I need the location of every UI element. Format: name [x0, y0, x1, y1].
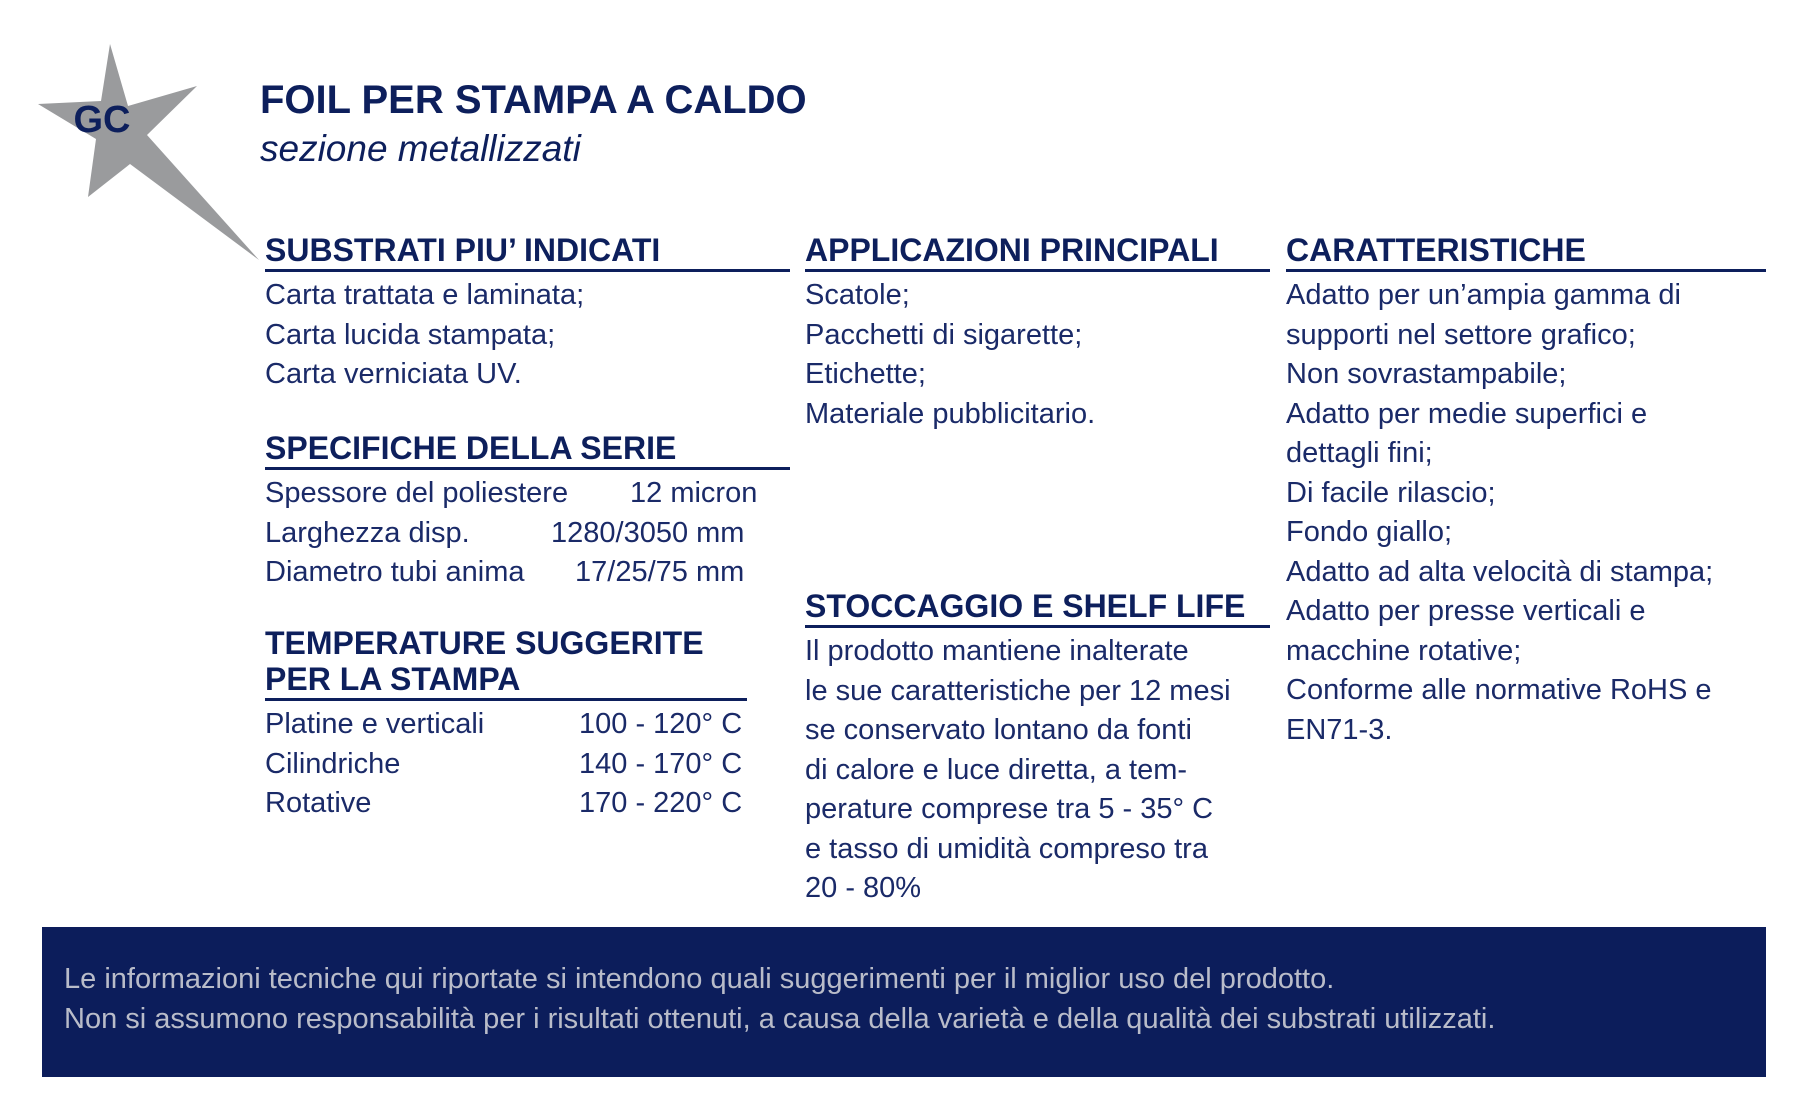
spec-label: Larghezza disp. [265, 516, 470, 549]
heading-line: PER LA STAMPA [265, 661, 521, 697]
logo-text: GC [73, 99, 131, 141]
spec-row [265, 514, 790, 554]
list-item: Materiale pubblicitario. [805, 397, 1096, 430]
temp-label: Platine e verticali [265, 708, 485, 740]
text-line: le sue caratteristiche per 12 mesi [805, 674, 1231, 707]
text-line: Adatto per medie superfici e [1286, 397, 1648, 430]
section-stoccaggio [805, 588, 1270, 909]
spec-value: 12 micron [630, 477, 758, 509]
temp-value: 100 - 120° C [579, 708, 743, 740]
text-line: di calore e luce diretta, a tem- [805, 753, 1188, 786]
section-heading: STOCCAGGIO E SHELF LIFE [805, 588, 1270, 628]
text-line: se conservato lontano da fonti [805, 714, 1192, 746]
text-line: Adatto per presse verticali e [1286, 595, 1646, 627]
temp-row [265, 705, 747, 745]
list-item: Etichette; [805, 358, 926, 390]
spec-value: 17/25/75 mm [575, 556, 745, 588]
section-heading: SPECIFICHE DELLA SERIE [265, 430, 790, 470]
text-line: Adatto per un’ampia gamma di [1286, 279, 1681, 311]
list-item: Carta lucida stampata; [265, 318, 556, 351]
section-heading: APPLICAZIONI PRINCIPALI [805, 232, 1270, 272]
temp-value: 140 - 170° C [579, 747, 743, 780]
heading-line: TEMPERATURE SUGGERITE [265, 625, 704, 661]
text-line: EN71-3. [1286, 713, 1393, 746]
disclaimer-line: Non si assumono responsabilità per i risultati ottenuti, a causa della varietà e della qualità dei substrati utilizzati. [64, 1003, 1496, 1035]
section-substrati [265, 232, 790, 395]
temp-value: 170 - 220° C [579, 787, 743, 819]
page-subtitle: sezione metallizzati [260, 128, 581, 169]
spec-label: Diametro tubi anima [265, 556, 525, 588]
temp-row [265, 784, 747, 824]
list-item: Carta trattata e laminata; [265, 279, 585, 311]
temp-row [265, 745, 747, 785]
spec-row [265, 474, 790, 514]
spec-value: 1280/3050 mm [551, 516, 745, 549]
text-line: Fondo giallo; [1286, 516, 1453, 548]
section-temperature [265, 625, 747, 824]
text-line: dettagli fini; [1286, 437, 1433, 469]
section-heading: SUBSTRATI PIU’ INDICATI [265, 232, 790, 272]
section-caratteristiche [1286, 232, 1766, 750]
text-line: Il prodotto mantiene inalterate [805, 635, 1189, 667]
text-line: Conforme alle normative RoHS e [1286, 674, 1712, 706]
list-item: Carta verniciata UV. [265, 358, 522, 390]
section-heading: CARATTERISTICHE [1286, 232, 1766, 272]
section-heading [265, 625, 747, 701]
temp-label: Rotative [265, 787, 372, 819]
spec-row [265, 553, 790, 593]
text-line: 20 - 80% [805, 872, 922, 904]
text-line: Non sovrastampabile; [1286, 358, 1567, 390]
disclaimer-footer [42, 927, 1766, 1077]
temp-label: Cilindriche [265, 747, 401, 780]
list-item: Pacchetti di sigarette; [805, 318, 1083, 351]
text-line: Adatto ad alta velocità di stampa; [1286, 555, 1714, 588]
list-item: Scatole; [805, 279, 910, 311]
disclaimer-line: Le informazioni tecniche qui riportate si intendono quali suggerimenti per il miglior uso del prodotto. [64, 963, 1335, 995]
spec-label: Spessore del poliestere [265, 477, 569, 509]
gc-star-logo [38, 40, 268, 270]
page-title: FOIL PER STAMPA A CALDO [260, 78, 807, 122]
section-specifiche [265, 430, 790, 593]
star-icon [38, 40, 268, 270]
text-line: e tasso di umidità compreso tra [805, 832, 1208, 865]
text-line: macchine rotative; [1286, 634, 1522, 667]
text-line: supporti nel settore grafico; [1286, 318, 1636, 351]
text-line: perature comprese tra 5 - 35° C [805, 793, 1214, 825]
section-applicazioni [805, 232, 1270, 434]
text-line: Di facile rilascio; [1286, 476, 1496, 509]
